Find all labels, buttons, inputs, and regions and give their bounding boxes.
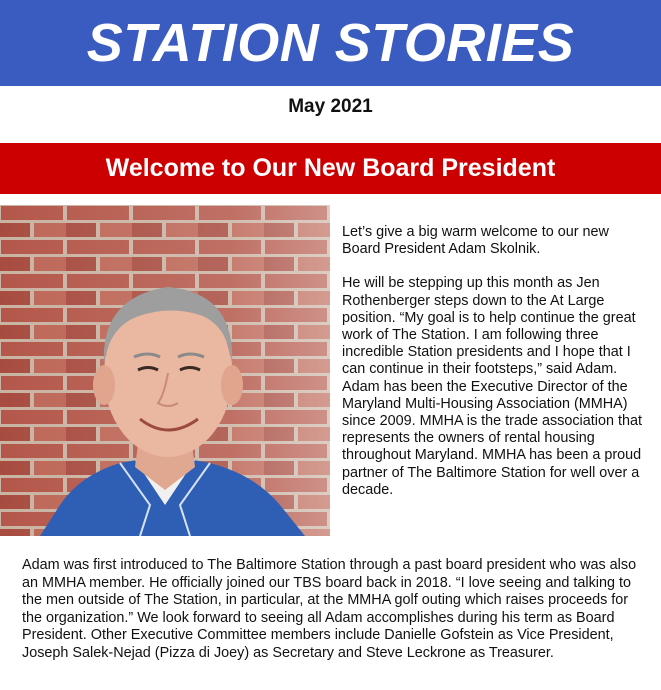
newsletter-title: STATION STORIES (86, 13, 575, 73)
closing-paragraph: Adam was first introduced to The Baltimore Station through a past board president who was also an MMHA member. He officially joined our TBS board back in 2018. “I love seeing and talking to the men outside of The Station, in particular, at the MMHA golf outing which raises proceeds for the organization.” We look forward to seeing all Adam accomplishes during his term as Board President. Other Executive Committee members include Danielle Gofstein as Vice President, Joseph Salek-Nejad (Pizza di Joey) as Secretary and Steve Leckrone as Treasurer. (22, 557, 637, 661)
article-body-text (22, 557, 647, 663)
quote-paragraph: He will be stepping up this month as Jen Rothenberger steps down to the At Large position. “My goal is to help continue the great work of The Station. I am following three incredible Station presidents and I hope that I can continue in their footsteps,” said Adam. Adam has been the Executive Director of the Maryland Multi-Housing Association (MMHA) since 2009. MMHA is the trade association that represents the owners of rental housing throughout Maryland. MMHA has been a proud partner of The Baltimore Station for well over a decade. (342, 275, 642, 498)
article-headline: Welcome to Our New Board President (105, 154, 556, 182)
masthead (0, 0, 661, 86)
article-side-text (342, 224, 642, 516)
board-president-photo (0, 205, 330, 536)
article-banner (0, 143, 661, 194)
intro-paragraph: Let’s give a big warm welcome to our new Board President Adam Skolnik. (342, 224, 609, 258)
issue-date: May 2021 (288, 96, 373, 117)
